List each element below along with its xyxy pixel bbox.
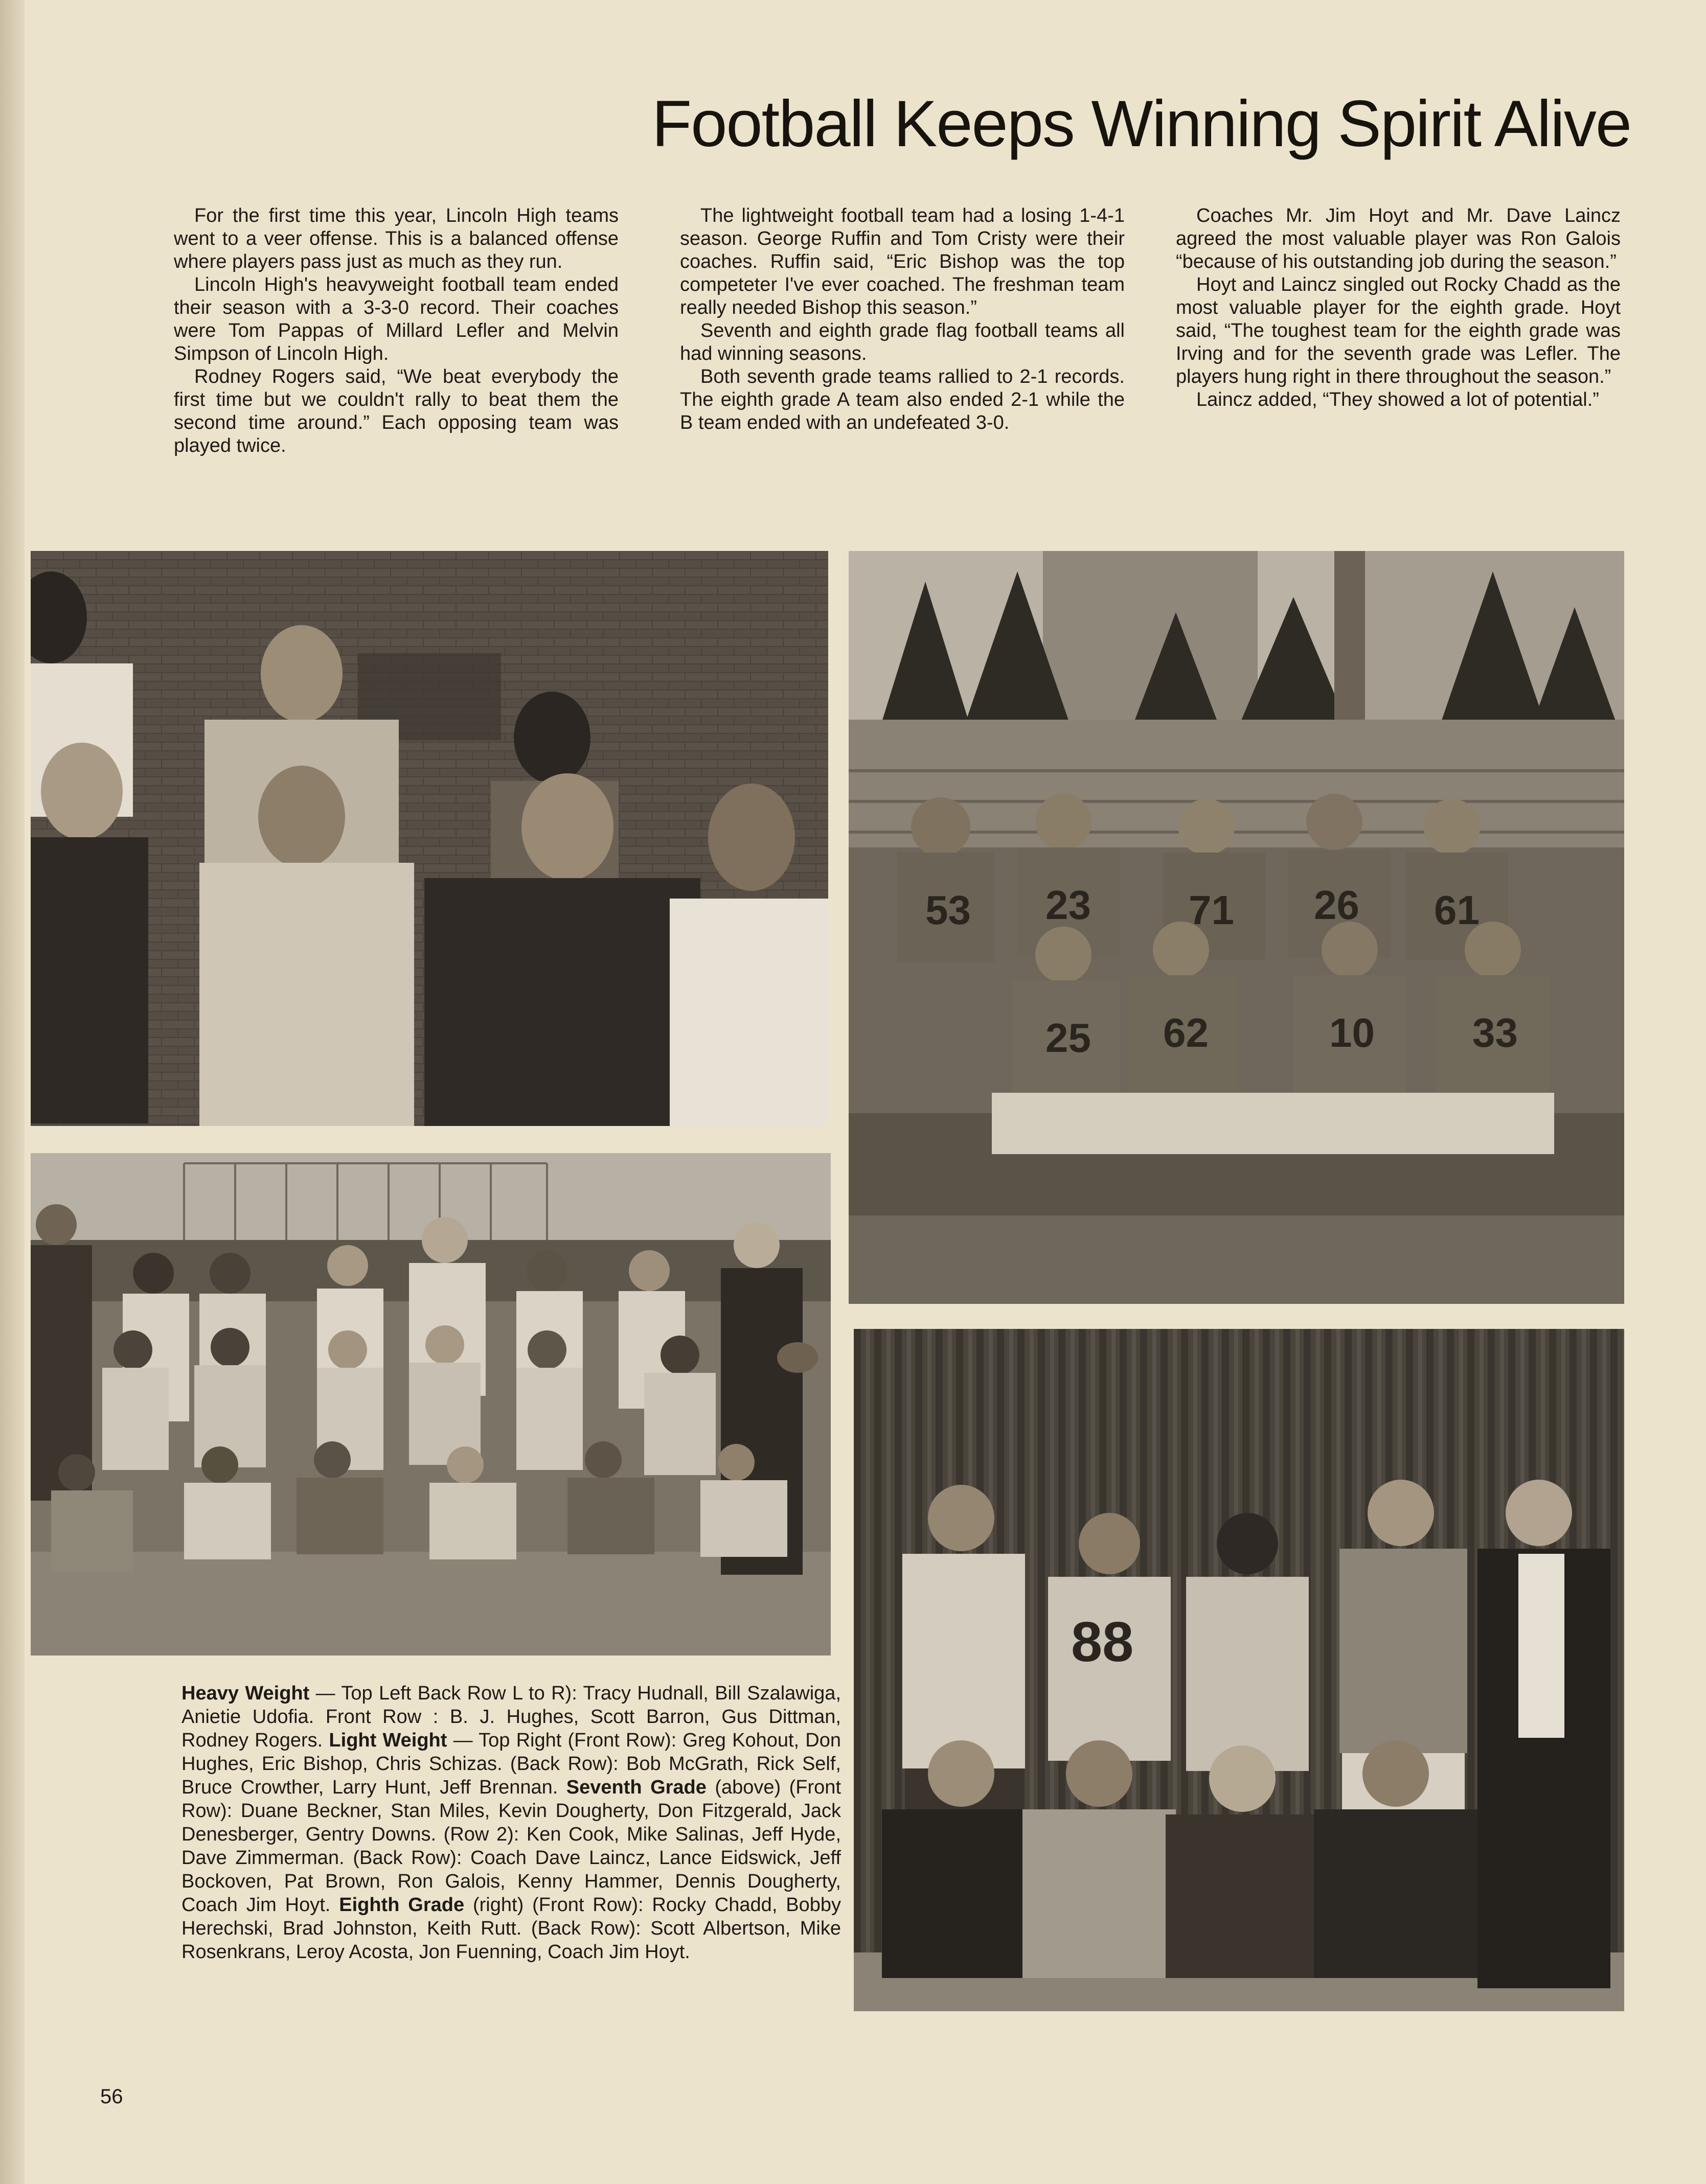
seventh-grade-team-photo xyxy=(31,1153,831,1656)
article-paragraph: Lincoln High's heavyweight football team ended their season with a 3-3-0 record. Their coaches were Tom Pappas of Millard Lefler and Melvin Simpson of Lincoln High. xyxy=(174,274,619,364)
heavyweight-team-photo xyxy=(31,551,828,1126)
eighth-grade-team-photo xyxy=(854,1329,1624,2011)
jersey-number: 10 xyxy=(1329,1010,1375,1055)
jersey-number: 88 xyxy=(1071,1611,1134,1673)
page-title: Football Keeps Winning Spirit Alive xyxy=(652,87,1631,160)
jersey-number: 61 xyxy=(1434,887,1480,933)
article-column-2 xyxy=(680,204,1125,434)
article-paragraph: Both seventh grade teams rallied to 2-1 records. The eighth grade A team also ended 2-1 while the B team ended with an undefeated 3-0. xyxy=(680,366,1125,433)
article-paragraph: Hoyt and Laincz singled out Rocky Chadd as the most valuable player for the eighth grade. Hoyt said, “The toughest team for the eighth grade was Irving and for the seventh grade was Lefler. The players hung right in there throughout the season.” xyxy=(1176,274,1621,387)
jersey-number: 33 xyxy=(1472,1010,1518,1055)
caption-eighth-grade-label: Eighth Grade xyxy=(339,1894,465,1916)
jersey-number: 62 xyxy=(1163,1010,1209,1055)
article-column-1 xyxy=(174,204,619,457)
caption-eighth-grade-text: (right) (Front Row): Rocky Chadd, Bobby Herechski, Brad Johnston, Keith Rutt. (Back Row): Scott Albertson, Mike Rosenkrans, Leroy Acosta, Jon Fuenning, Coach Jim Hoyt. xyxy=(181,1894,841,1963)
article-paragraph: Rodney Rogers said, “We beat everybody the first time but we couldn't rally to beat them the second time around.” Each opposing team was played twice. xyxy=(174,366,619,456)
caption-heavy-weight-text: — Top Left Back Row L to R): Tracy Hudnall, Bill Szalawiga, Anietie Udofia. Front Row : B. J. Hughes, Scott Barron, Gus Dittman, Rodney Rogers. xyxy=(181,1683,841,1751)
jersey-number: 53 xyxy=(925,887,971,933)
caption-heavy-weight-label: Heavy Weight xyxy=(181,1683,310,1704)
article-paragraph: Laincz added, “They showed a lot of potential.” xyxy=(1196,389,1599,410)
jersey-number: 26 xyxy=(1314,882,1359,928)
jersey-number: 23 xyxy=(1045,882,1091,928)
article-paragraph: Coaches Mr. Jim Hoyt and Mr. Dave Laincz agreed the most valuable player was Ron Galois “because of his outstanding job during the season.” xyxy=(1176,205,1621,272)
page-number: 56 xyxy=(100,2085,123,2108)
page-gutter-shadow xyxy=(0,0,25,2184)
article-column-3 xyxy=(1176,204,1621,411)
article-paragraph: Seventh and eighth grade flag football teams all had winning seasons. xyxy=(680,320,1125,364)
photo-caption xyxy=(181,1682,841,1964)
caption-seventh-grade-label: Seventh Grade xyxy=(566,1777,707,1798)
article-paragraph: For the first time this year, Lincoln High teams went to a veer offense. This is a balanced offense where players pass just as much as they run. xyxy=(174,205,619,272)
caption-light-weight-label: Light Weight xyxy=(329,1730,447,1751)
caption-light-weight-text: — Top Right (Front Row): Greg Kohout, Don Hughes, Eric Bishop, Chris Schizas. (Back Row): Bob McGrath, Rick Self, Bruce Crowther, Larry Hunt, Jeff Brennan. xyxy=(181,1730,841,1798)
caption-seventh-grade-text: (above) (Front Row): Duane Beckner, Stan Miles, Kevin Dougherty, Don Fitzgerald, Jack Denesberger, Gentry Downs. (Row 2): Ken Cook, Mike Salinas, Jeff Hyde, Dave Zimmerman. (Back Row): Coach Dave Laincz, Lance Eidswick, Jeff Bockoven, Pat Brown, Ron Galois, Kenny Hammer, Dennis Dougherty, Coach Jim Hoyt. xyxy=(181,1777,841,1916)
jersey-number: 25 xyxy=(1045,1015,1091,1061)
jersey-number: 71 xyxy=(1189,887,1234,933)
article-paragraph: The lightweight football team had a losing 1-4-1 season. George Ruffin and Tom Cristy were their coaches. Ruffin said, “Eric Bishop was the top competeter I've ever coached. The freshman team really needed Bishop this season.” xyxy=(680,205,1125,318)
lightweight-team-photo xyxy=(849,551,1624,1304)
